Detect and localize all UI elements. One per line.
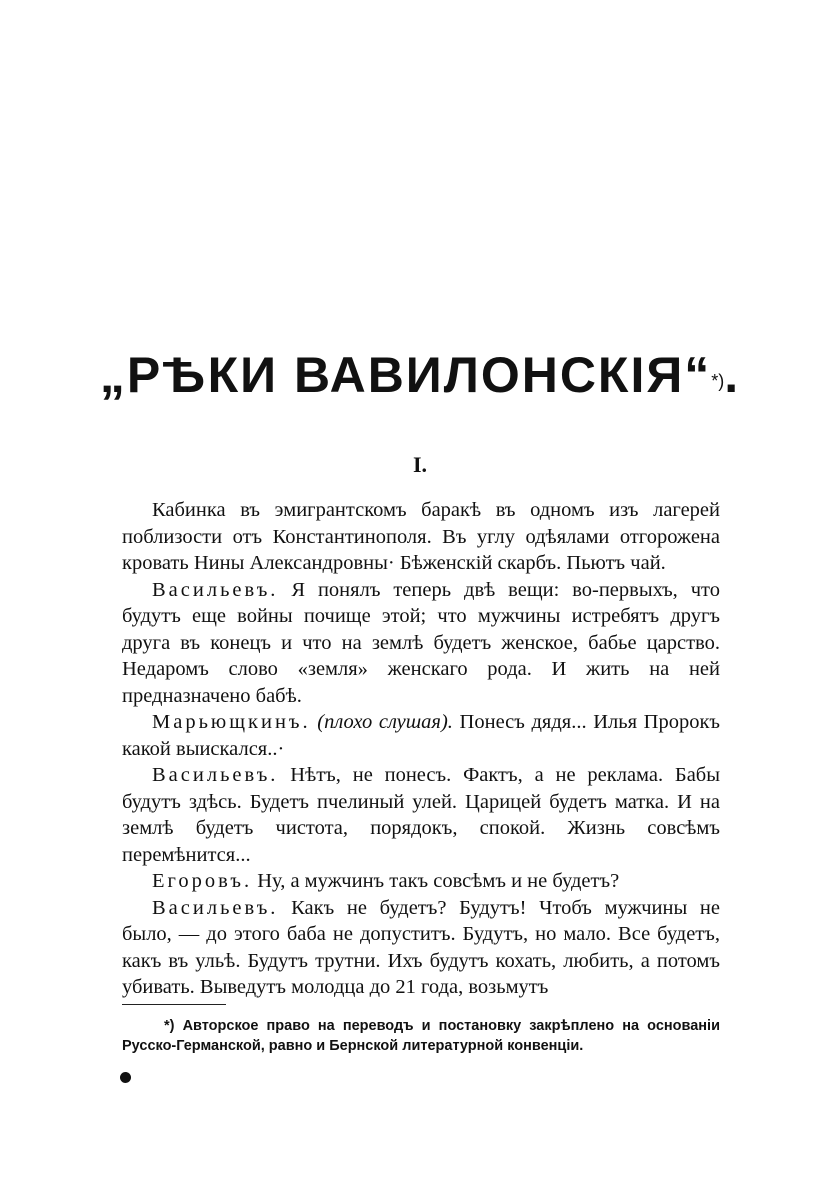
paragraph-text: Кабинка въ эмигрантскомъ баракѣ въ одномъ изъ лагерей поблизости отъ Константинополя. Въ углу одѣялами отгорожена кровать Нины Александровны· Бѣженскій скарбъ. Пьютъ чай. [122, 499, 720, 574]
paragraph-text: Нѣтъ, не понесъ. Фактъ, а не реклама. Бабы будутъ здѣсь. Будетъ пчелиный улей. Царицей будетъ матка. И на землѣ будетъ чистота, порядокъ, спокой. Жизнь совсѣмъ перемѣнится... [122, 764, 721, 866]
speaker-name: Марьющкинъ. [152, 711, 311, 733]
title-end: . [724, 347, 741, 403]
speaker-name: Васильевъ. [152, 764, 279, 786]
paragraph-text: Понесъ дядя... Илья Пророкъ какой выискался..· [122, 711, 721, 760]
dialogue-line [122, 577, 720, 710]
dialogue-line [122, 868, 720, 895]
speaker-name: Васильевъ. [152, 578, 279, 601]
dialogue-line [122, 709, 720, 762]
speaker-name: Васильевъ. [152, 896, 279, 919]
title-footnote-marker: *) [711, 371, 725, 391]
footnote-divider [122, 1004, 226, 1005]
play-text [122, 497, 720, 1001]
dialogue-line [122, 762, 720, 868]
paragraph-text: Ну, а мужчинъ такъ совсѣмъ и не будетъ? [257, 870, 620, 892]
stage-remark: (плохо слушая). [317, 711, 453, 733]
paragraph-text: Я понялъ теперь двѣ вещи: во-первыхъ, что будутъ еще войны почище этой; что мужчины истребятъ другъ друга въ конецъ и что на землѣ будетъ женское, бабье царство. Недаромъ слово «земля» женскаго рода. И жить на ней предназначено бабѣ. [122, 578, 720, 707]
stage-direction [122, 497, 720, 577]
footnote [122, 1016, 720, 1056]
chapter-number: I. [412, 452, 428, 477]
paragraph-text: Какъ не будетъ? Будутъ! Чтобъ мужчины не было, — до этого баба не допуститъ. Будутъ, но мало. Все будетъ, какъ въ ульѣ. Будутъ трутни. Ихъ будутъ кохать, любить, а потомъ убивать. Выведутъ молодца до 21 года, возьмутъ [122, 896, 720, 998]
speaker-name: Егоровъ. [152, 870, 253, 892]
dialogue-line [122, 895, 720, 1001]
ink-dot [120, 1072, 131, 1083]
footnote-text: *) Авторское право на переводъ и постановку закрѣплено на основаніи Русско-Германской, равно и Бернской литературной конвенціи. [122, 1018, 720, 1054]
play-title [0, 340, 840, 410]
title-text: „РѢКИ ВАВИЛОНСКІЯ“ [99, 347, 712, 403]
